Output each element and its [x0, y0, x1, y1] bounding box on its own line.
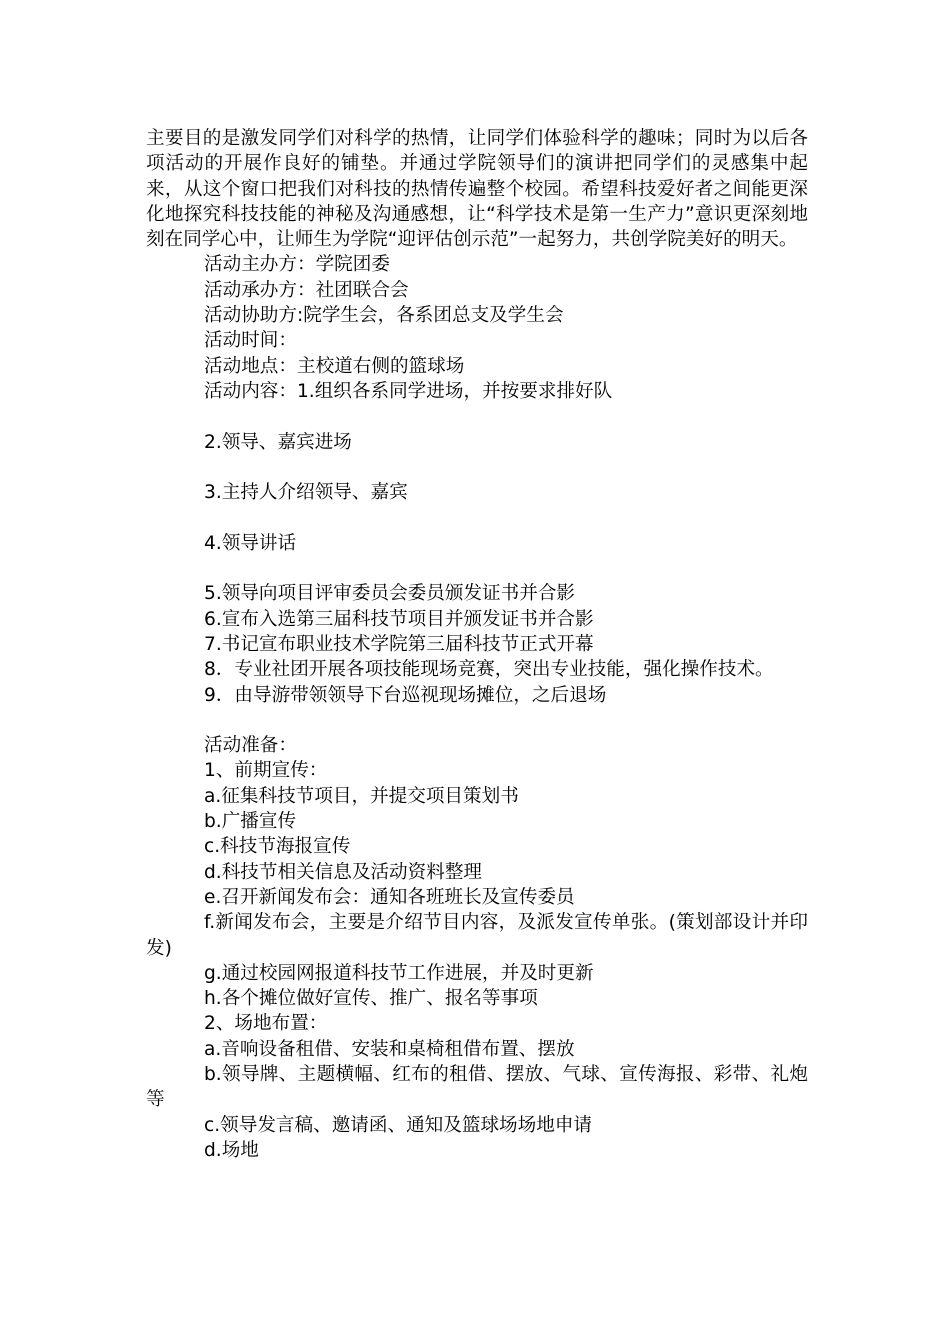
spacer — [146, 404, 808, 429]
preparation-title: 活动准备： — [204, 735, 297, 757]
publicity-item: b.广播宣传 — [204, 811, 297, 833]
publicity-item: d.科技节相关信息及活动资料整理 — [204, 861, 483, 883]
assistant-line: 活动协助方:院学生会，各系团总支及学生会 — [204, 305, 564, 327]
publicity-item: e.召开新闻发布会：通知各班班长及宣传委员 — [204, 886, 575, 908]
location-line: 活动地点：主校道右侧的篮球场 — [204, 355, 465, 377]
publicity-item: h.各个摊位做好宣传、推广、报名等事项 — [204, 988, 538, 1010]
spacer — [146, 708, 808, 733]
venue-item: d.场地 — [204, 1139, 259, 1161]
venue-item: a.音响设备租借、安装和桌椅租借布置、摆放 — [204, 1038, 575, 1060]
publicity-item: a.征集科技节项目，并提交项目策划书 — [204, 785, 519, 807]
content-item: 8．专业社团开展各项技能现场竞赛，突出专业技能，强化操作技术。 — [204, 659, 774, 681]
content-item: 5.领导向项目评审委员会委员颁发证书并合影 — [204, 583, 576, 605]
publicity-item: f.新闻发布会，主要是介绍节目内容，及派发宣传单张。(策划部设计并印发) — [146, 912, 808, 959]
time-line: 活动时间： — [204, 330, 297, 352]
spacer — [146, 505, 808, 530]
publicity-item: g.通过校园网报道科技节工作进展，并及时更新 — [204, 962, 594, 984]
publicity-title: 1、前期宣传： — [204, 760, 328, 782]
content-item: 4.领导讲话 — [204, 532, 297, 554]
undertaker-line: 活动承办方：社团联合会 — [204, 279, 409, 301]
content-item: 2.领导、嘉宾进场 — [204, 431, 352, 453]
venue-item: c.领导发言稿、邀请函、通知及篮球场场地申请 — [204, 1114, 593, 1136]
venue-title: 2、场地布置： — [204, 1013, 328, 1035]
content-item: 3.主持人介绍领导、嘉宾 — [204, 482, 408, 504]
spacer — [146, 556, 808, 581]
intro-paragraph: 主要目的是激发同学们对科学的热情，让同学们体验科学的趣味；同时为以后各项活动的开展作良好的铺垫。并通过学院领导们的演讲把同学们的灵感集中起来，从这个窗口把我们对科技的热情传遍整个校园。希望科技爱好者之间能更深化地探究科技技能的神秘及沟通感想，让“科学技术是第一生产力”意识更深刻地刻在同学心中，让师生为学院“迎评估创示范”一起努力，共创学院美好的明天。 — [146, 128, 808, 251]
publicity-item: c.科技节海报宣传 — [204, 836, 351, 858]
content-item: 6.宣布入选第三届科技节项目并颁发证书并合影 — [204, 608, 594, 630]
content-item: 9．由导游带领领导下台巡视现场摊位，之后退场 — [204, 684, 607, 706]
organizer-line: 活动主办方：学院团委 — [204, 254, 390, 276]
content-header-line: 活动内容：1.组织各系同学进场，并按要求排好队 — [204, 380, 613, 402]
spacer — [146, 455, 808, 480]
content-item: 7.书记宣布职业技术学院第三届科技节正式开幕 — [204, 633, 594, 655]
venue-item: b.领导牌、主题横幅、红布的租借、摆放、气球、宣传海报、彩带、礼炮等 — [146, 1063, 808, 1111]
document-page — [146, 126, 808, 1163]
